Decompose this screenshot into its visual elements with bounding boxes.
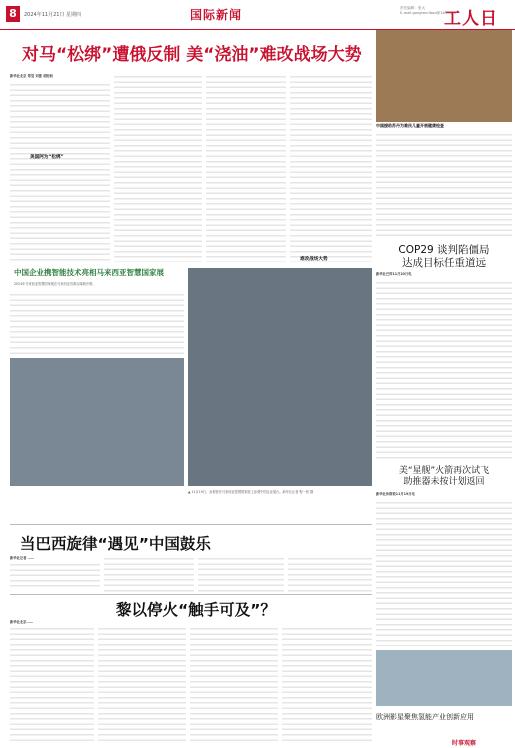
footer-label: 时事观察 xyxy=(452,740,477,747)
expo-box-headline: 中国企业携智能技术亮相马来西亚智慧国家展 xyxy=(14,268,164,277)
lower-text-col4 xyxy=(288,556,372,592)
hydrogen-headline: 欧洲影星聚焦氢能产业创新应用 xyxy=(376,713,474,721)
editor-credit: 责任编辑：张大 E-mail:gongrenribao@163.com xyxy=(400,6,456,15)
main-article-col1 xyxy=(10,82,110,262)
newspaper-logo: 工人日 xyxy=(444,9,498,29)
cop29-byline: 新华社巴库11月20日电 xyxy=(376,272,412,276)
section-title: 国际新闻 xyxy=(190,8,243,22)
expo-photo-main xyxy=(188,268,372,486)
lower-headline: 当巴西旋律“遇见”中国鼓乐 xyxy=(20,535,211,553)
sudan-caption: 中国援助苏丹为难民儿童开展健康检查 xyxy=(376,123,444,128)
expo-box-caption: 2024年马来西亚智慧国家展在马来西亚首都吉隆坡开幕。 xyxy=(14,282,96,286)
main-article-col2 xyxy=(114,74,202,262)
starship-headline: 美“星舰”火箭再次试飞 助推器未按计划返回 xyxy=(398,466,490,487)
bottom-divider xyxy=(10,594,372,595)
bottom-text-col1 xyxy=(10,626,94,742)
sudan-children-photo xyxy=(376,30,512,122)
section-divider xyxy=(10,524,372,525)
lower-byline: 新华社记者 …… xyxy=(10,556,35,560)
bottom-text-col3 xyxy=(190,626,278,742)
sudan-text xyxy=(376,132,512,240)
lower-text-col3 xyxy=(198,556,284,592)
main-article-col3 xyxy=(206,74,286,262)
lower-text-col1 xyxy=(10,562,100,590)
expo-photo-caption: ▲ 11月19日，参观者在马来西亚智慧国家展上参观中国企业展台。新华社记者 程一恒 摄 xyxy=(188,490,314,494)
main-byline: 新华社北京 郑莹 刘蕾 胡盼盼 xyxy=(10,74,54,78)
cop29-text xyxy=(376,280,512,462)
lower-text-col2 xyxy=(104,556,194,592)
hydrogen-bus-photo xyxy=(376,650,512,706)
issue-date: 2024年11月21日 星期四 xyxy=(24,12,82,18)
main-headline: 对马“松绑”遭俄反制 美“浇油”难改战场大势 xyxy=(22,45,362,65)
page-number: 8 xyxy=(6,6,20,22)
expo-photo-left xyxy=(10,358,184,486)
starship-text xyxy=(376,500,512,646)
expo-box-text xyxy=(10,292,184,354)
cop29-headline: COP29 谈判陷僵局 达成目标任重道远 xyxy=(398,244,490,269)
bottom-text-col4 xyxy=(282,626,372,742)
main-subheading-1: 美国阿为“松绑” xyxy=(30,155,64,160)
bottom-headline: 黎以停火“触手可及”？ xyxy=(116,601,276,619)
bottom-byline: 新华社北京…… xyxy=(10,620,34,624)
main-article-col4 xyxy=(290,74,372,262)
bottom-text-col2 xyxy=(98,626,186,742)
starship-byline: 新华社休斯敦11月19日电 xyxy=(376,492,415,496)
main-subheading-3: 难改战场大势 xyxy=(300,257,328,262)
